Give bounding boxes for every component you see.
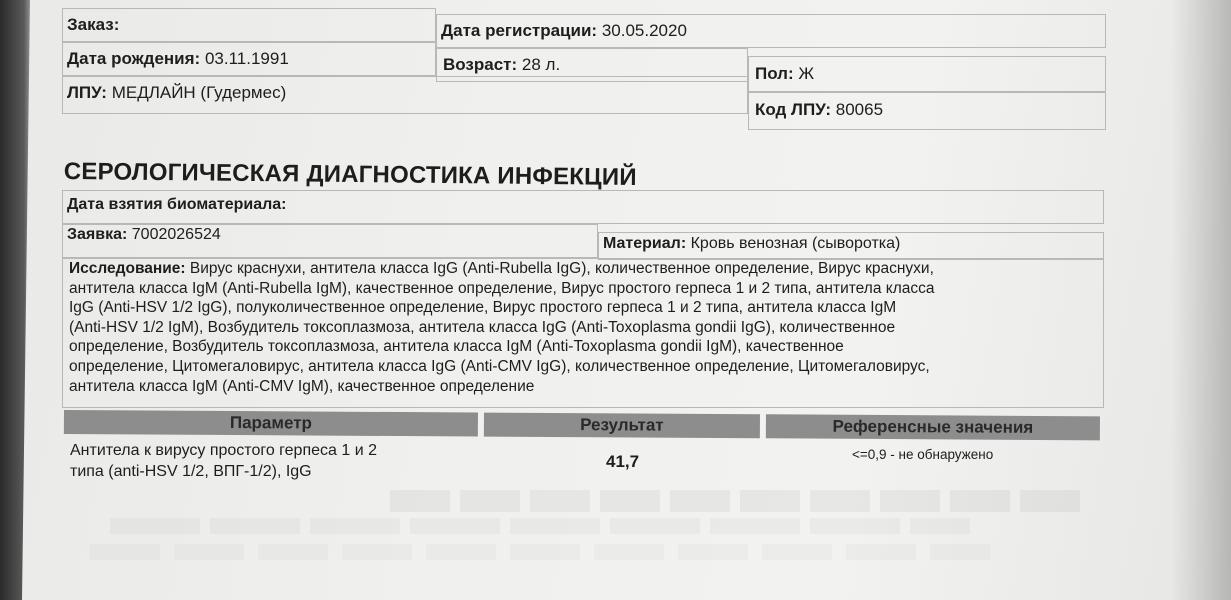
birth-date-value: 03.11.1991 xyxy=(204,49,289,68)
request-value: 7002026524 xyxy=(131,226,221,243)
column-header-parameter: Параметр xyxy=(64,410,478,437)
request-cell xyxy=(62,224,598,258)
bleed-through-text xyxy=(70,490,1070,600)
right-shadow xyxy=(1171,0,1231,600)
reference-value: <=0,9 - не обнаружено xyxy=(852,447,994,462)
column-header-result: Результат xyxy=(484,413,760,439)
lpu-label: ЛПУ: xyxy=(67,83,107,102)
parameter-line-2: типа (anti-HSV 1/2, ВПГ-1/2), IgG xyxy=(70,463,312,480)
age-value: 28 л. xyxy=(521,55,561,74)
research-line-4: (Anti-HSV 1/2 IgM), Возбудитель токсоплазмоза, антитела класса IgG (Anti-Toxoplasma gondii IgG), количественное xyxy=(69,318,896,336)
research-line-1: Исследование: Вирус краснухи, антитела класса IgG (Anti-Rubella IgG), количественное определение, Вирус краснухи, xyxy=(69,260,934,277)
biomaterial-date-cell xyxy=(62,190,1104,224)
research-line-5: определение, Возбудитель токсоплазмоза, антитела класса IgM (Anti-Toxoplasma gondii IgM), качественное xyxy=(69,338,844,356)
lpu-value: МЕДЛАЙН (Гудермес) xyxy=(111,83,287,102)
research-line-3: IgG (Anti-HSV 1/2 IgG), полуколичественное определение, Вирус простого герпеса 1 и 2 типа, антитела класса IgM xyxy=(69,299,897,317)
research-line-6: определение, Цитомегаловирус, антитела класса IgG (Anti-CMV IgG), количественное определение, Цитомегаловирус, xyxy=(69,357,930,375)
biomaterial-date-label: Дата взятия биоматериала: xyxy=(67,196,287,213)
lpu-code-value: 80065 xyxy=(835,100,884,119)
parameter-line-1: Антитела к вирусу простого герпеса 1 и 2 xyxy=(70,442,377,459)
birth-date-cell xyxy=(62,42,436,76)
results-table-header xyxy=(64,410,1100,440)
order-label: Заказ: xyxy=(67,15,120,34)
left-shadow xyxy=(0,0,40,600)
research-label: Исследование: xyxy=(69,260,186,277)
registration-date-cell xyxy=(436,14,1106,48)
material-cell xyxy=(598,232,1104,260)
result-value: 41,7 xyxy=(606,452,640,471)
sex-label: Пол: xyxy=(755,64,794,83)
parameter-cell xyxy=(70,440,377,482)
request-label: Заявка: xyxy=(67,226,128,243)
registration-date-label: Дата регистрации: xyxy=(441,21,598,40)
column-header-reference: Референсные значения xyxy=(766,414,1100,440)
section-title: СЕРОЛОГИЧЕСКАЯ ДИАГНОСТИКА ИНФЕКЦИЙ xyxy=(63,158,637,191)
sex-value: Ж xyxy=(798,64,815,83)
registration-date-value: 30.05.2020 xyxy=(601,21,687,40)
sex-cell xyxy=(748,56,1106,92)
research-line-7: антитела класса IgM (Anti-CMV IgM), качественное определение xyxy=(69,377,535,395)
birth-date-label: Дата рождения: xyxy=(67,49,201,68)
order-cell xyxy=(62,8,436,42)
research-line-2: антитела класса IgM (Anti-Rubella IgM), качественное определение, Вирус простого герпеса 1 и 2 типа, антитела класса xyxy=(69,279,935,297)
material-value: Кровь венозная (сыворотка) xyxy=(690,235,901,252)
age-label: Возраст: xyxy=(443,55,518,74)
lpu-code-label: Код ЛПУ: xyxy=(755,100,832,119)
lpu-cell xyxy=(62,76,748,114)
research-block xyxy=(62,258,1104,408)
material-label: Материал: xyxy=(603,235,687,252)
lpu-code-cell xyxy=(748,92,1106,130)
